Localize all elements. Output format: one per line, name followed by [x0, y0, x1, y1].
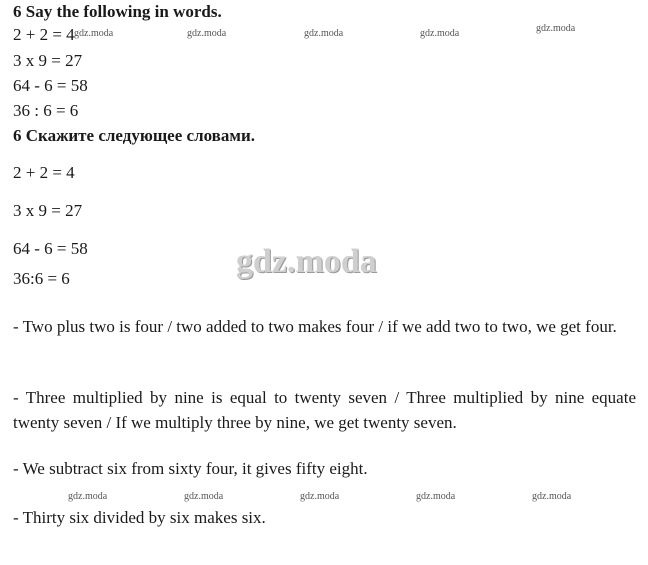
equation-mid-4: 36:6 = 6 — [13, 269, 70, 288]
equation-top-4: 36 : 6 = 6 — [13, 101, 79, 120]
watermark-logo: gdz.moda — [416, 491, 456, 502]
answer-paragraph-1: - Two plus two is four / two added to two makes four / if we add two to two, we get four. — [13, 317, 617, 336]
watermark-logo: gdz.moda — [184, 491, 224, 502]
watermark-logo: gdz.moda — [300, 491, 340, 502]
equation-top-2: 3 x 9 = 27 — [13, 51, 83, 70]
watermark-logo: gdz.moda — [187, 28, 227, 39]
equation-top-3: 64 - 6 = 58 — [13, 76, 88, 95]
watermark-logo: gdz.moda — [532, 491, 572, 502]
equation-mid-1: 2 + 2 = 4 — [13, 163, 75, 182]
answer-paragraph-2: - Three multiplied by nine is equal to twenty seven / Three multiplied by nine equate twenty seven / If we multiply three by nine, we get twenty seven. — [13, 388, 636, 432]
equation-top-1: 2 + 2 = 4 — [13, 25, 75, 44]
watermark-logo: gdz.moda — [420, 28, 460, 39]
equation-mid-2: 3 x 9 = 27 — [13, 201, 83, 220]
answer-paragraph-4: - Thirty six divided by six makes six. — [13, 508, 266, 527]
exercise-heading-russian: 6 Скажите следующее словами. — [13, 126, 255, 145]
equation-mid-3: 64 - 6 = 58 — [13, 239, 88, 258]
exercise-heading-english: 6 Say the following in words. — [13, 2, 222, 21]
watermark-logo-large: gdz.moda — [236, 243, 377, 280]
watermark-logo: gdz.moda — [536, 23, 576, 34]
watermark-logo: gdz.moda — [68, 491, 108, 502]
watermark-logo: gdz.moda — [304, 28, 344, 39]
watermark-logo: gdz.moda — [74, 28, 114, 39]
answer-paragraph-3: - We subtract six from sixty four, it gives fifty eight. — [13, 459, 368, 478]
